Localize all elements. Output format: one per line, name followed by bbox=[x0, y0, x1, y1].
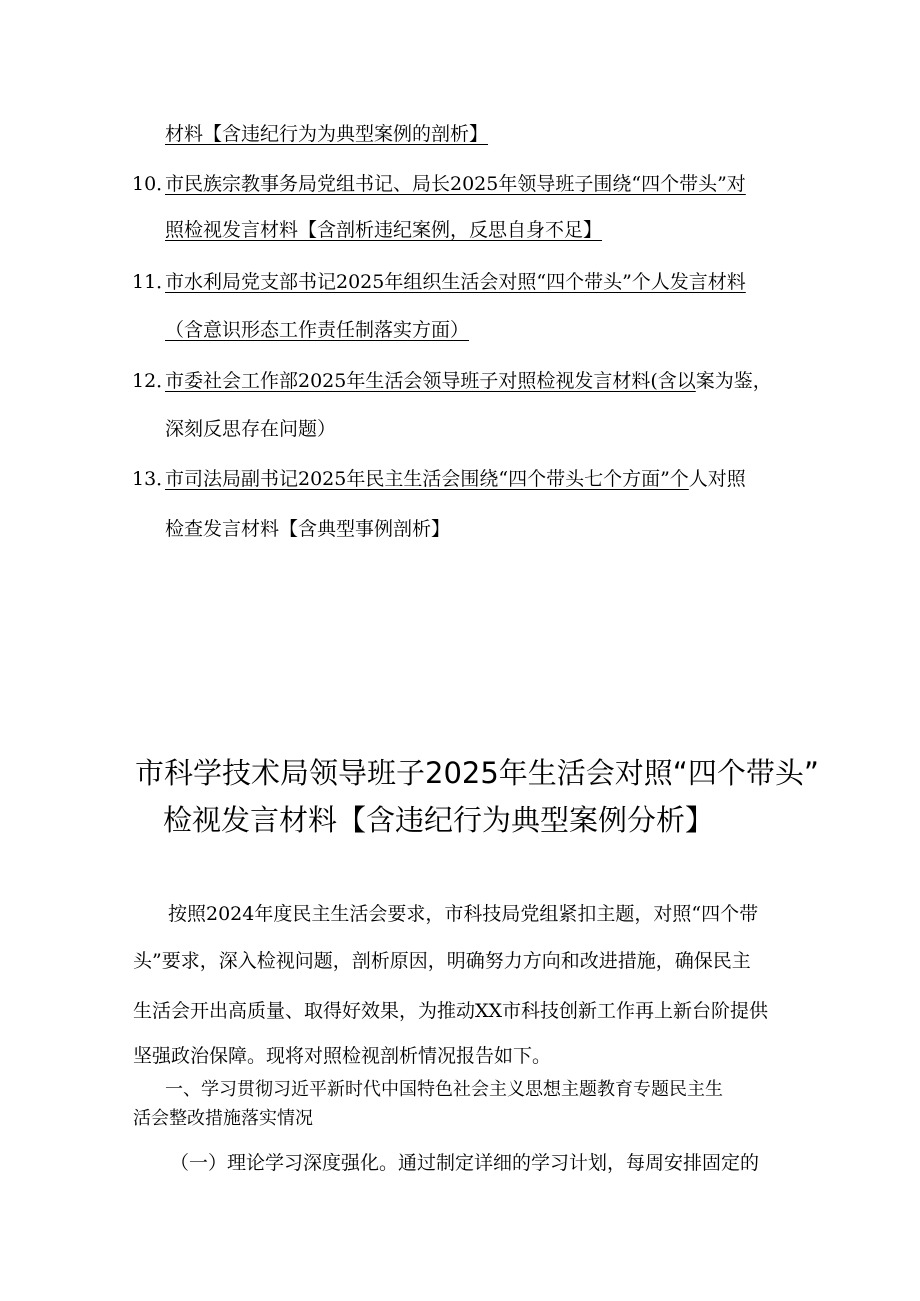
body-text: 生活会开出高质量、取得好效果，为推动XX市科技创新工作再上新台阶提供 bbox=[133, 1000, 769, 1022]
toc-line bbox=[0, 512, 920, 546]
section-heading-line bbox=[0, 1102, 920, 1136]
subsection-line bbox=[0, 1146, 920, 1180]
body-line bbox=[0, 1039, 920, 1073]
toc-line bbox=[0, 364, 920, 398]
body-line bbox=[0, 897, 920, 931]
toc-entry-13-cont: 检查发言材料【含典型事例剖析】 bbox=[165, 518, 451, 540]
toc-entry-12 bbox=[165, 364, 772, 398]
toc-line bbox=[0, 265, 920, 299]
toc-line bbox=[0, 167, 920, 201]
toc-number-10: 10． bbox=[132, 173, 176, 195]
toc-link-13[interactable]: 市司法局副书记2025年民主生活会围绕“四个带头七个方面”个 bbox=[165, 468, 689, 490]
section-heading: 一、学习贯彻习近平新时代中国特色社会主义思想主题教育专题民主生 bbox=[165, 1079, 723, 1100]
toc-link-11-cont[interactable]: （含意识形态工作责任制落实方面） bbox=[165, 319, 470, 341]
body-text: 坚强政治保障。现将对照检视剖析情况报告如下。 bbox=[133, 1045, 552, 1067]
toc-entry-12-cont: 深刻反思存在问题） bbox=[165, 418, 337, 440]
article-title: 市科学技术局领导班子2025年生活会对照“四个带头” bbox=[135, 756, 819, 790]
article-title-cont: 检视发言材料【含违纪行为典型案例分析】 bbox=[163, 803, 715, 837]
body-line bbox=[0, 994, 920, 1028]
toc-entry-13-tail: 人对照 bbox=[688, 468, 746, 490]
toc-link-11[interactable]: 市水利局党支部书记2025年组织生活会对照“四个带头”个人发言材料 bbox=[165, 271, 746, 293]
toc-number-11: 11． bbox=[132, 271, 176, 293]
toc-link-10[interactable]: 市民族宗教事务局党组书记、局长2025年领导班子围绕“四个带头”对 bbox=[165, 173, 746, 195]
article-title-line2 bbox=[0, 796, 920, 844]
toc-line bbox=[0, 213, 920, 247]
toc-line bbox=[0, 313, 920, 347]
toc-line bbox=[0, 462, 920, 496]
toc-link-12[interactable]: 市委社会工作部2025年生活会领导班子对照检视发言材料(含以 bbox=[165, 370, 696, 392]
section-heading-cont: 活会整改措施落实情况 bbox=[133, 1108, 313, 1129]
toc-number-13: 13． bbox=[132, 468, 176, 490]
article-title-line1 bbox=[0, 749, 920, 797]
body-text: 头”要求，深入检视问题，剖析原因，明确努力方向和改进措施，确保民主 bbox=[133, 950, 751, 972]
body-line bbox=[0, 944, 920, 978]
toc-line bbox=[0, 117, 920, 151]
subsection-text: （一）理论学习深度强化。通过制定详细的学习计划，每周安排固定的 bbox=[170, 1152, 760, 1174]
toc-number-12: 12． bbox=[132, 370, 176, 392]
toc-entry-12-tail: 案为鉴， bbox=[695, 370, 772, 392]
body-text: 按照2024年度民主生活会要求，市科技局党组紧扣主题，对照“四个带 bbox=[168, 903, 759, 925]
toc-line bbox=[0, 412, 920, 446]
toc-link-9-cont[interactable]: 材料【含违纪行为为典型案例的剖析】 bbox=[165, 123, 489, 145]
toc-link-10-cont[interactable]: 照检视发言材料【含剖析违纪案例，反思自身不足】 bbox=[165, 219, 603, 241]
toc-entry-13 bbox=[165, 462, 746, 496]
